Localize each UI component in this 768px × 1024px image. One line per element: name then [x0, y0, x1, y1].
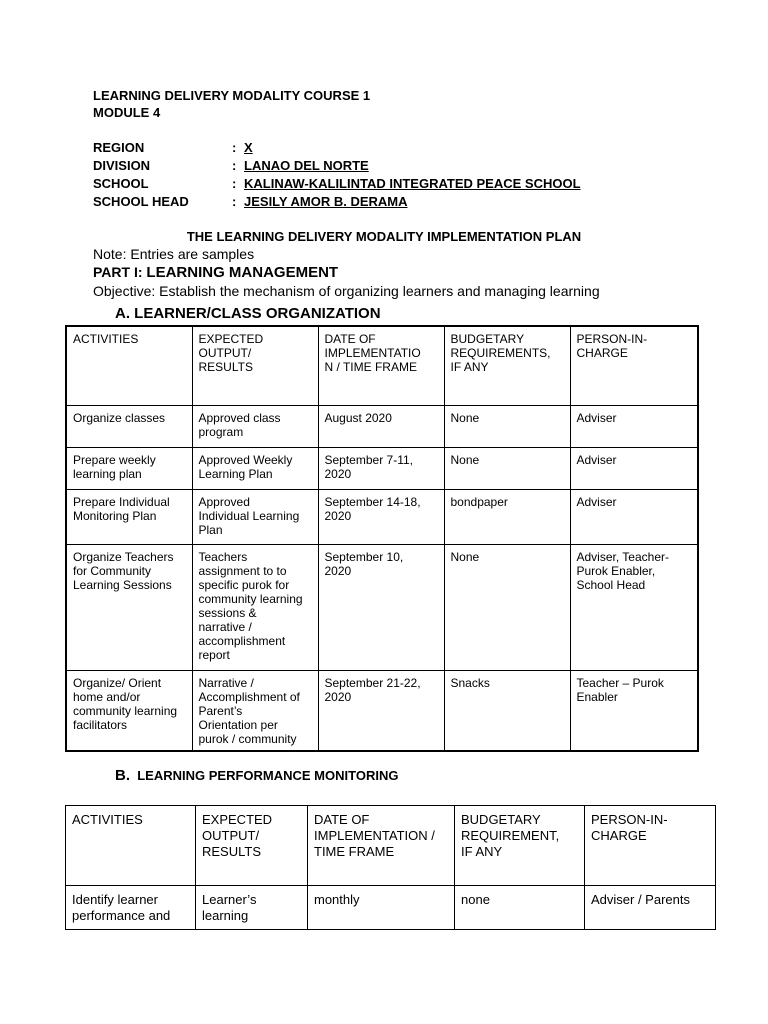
info-value: KALINAW-KALILINTAD INTEGRATED PEACE SCHOOL	[244, 176, 581, 191]
table-cell	[570, 489, 698, 544]
cell-line: None	[450, 410, 480, 425]
table-cell	[444, 489, 570, 544]
table-row	[66, 447, 698, 489]
cell-line: DATE OF	[314, 812, 370, 827]
cell-line: Individual Learning	[198, 508, 300, 523]
table-header-cell	[308, 806, 455, 886]
cell-line: monthly	[314, 892, 360, 907]
module-title: MODULE 4	[93, 105, 161, 120]
info-label: SCHOOL HEAD	[93, 194, 189, 209]
cell-line: Prepare weekly	[73, 452, 156, 467]
cell-line: Organize/ Orient	[73, 675, 162, 690]
cell-line: accomplishment	[198, 633, 286, 648]
cell-line: bondpaper	[450, 494, 508, 509]
cell-line: assignment to to	[198, 563, 287, 578]
cell-line: OUTPUT/	[202, 828, 260, 843]
table-cell	[66, 886, 196, 930]
info-colon: :	[232, 140, 237, 155]
cell-line: Parent’s	[198, 703, 243, 718]
cell-line: 2020	[324, 689, 352, 704]
cell-line: Organize classes	[73, 410, 166, 425]
table-cell	[196, 886, 308, 930]
cell-line: 2020	[324, 466, 352, 481]
table-cell	[308, 886, 455, 930]
course-title: LEARNING DELIVERY MODALITY COURSE 1	[93, 88, 371, 103]
cell-line: September 7-11,	[324, 452, 413, 467]
cell-line: OUTPUT/	[198, 346, 252, 360]
cell-line: ACTIVITIES	[73, 332, 139, 346]
table-cell	[444, 405, 570, 447]
cell-line: specific purok for	[198, 577, 290, 592]
cell-line: N / TIME FRAME	[324, 360, 417, 374]
cell-line: none	[461, 892, 490, 907]
cell-line: Adviser / Parents	[591, 892, 690, 907]
table-cell	[66, 489, 192, 544]
cell-line: Adviser	[576, 494, 617, 509]
cell-line: Accomplishment of	[198, 689, 300, 704]
table-cell	[66, 670, 192, 751]
section-b-letter: B.	[115, 767, 130, 784]
cell-line: Adviser, Teacher-	[576, 549, 669, 564]
cell-line: BUDGETARY	[461, 812, 541, 827]
cell-line: DATE OF	[324, 332, 376, 346]
table-cell	[192, 544, 318, 670]
cell-line: report	[198, 647, 230, 662]
performance-monitoring-table	[65, 805, 716, 930]
cell-line: REQUIREMENTS,	[450, 346, 551, 360]
section-b-label: LEARNING PERFORMANCE MONITORING	[137, 768, 399, 783]
info-colon: :	[232, 194, 237, 209]
cell-line: Narrative /	[198, 675, 254, 690]
table-cell	[66, 405, 192, 447]
cell-line: 2020	[324, 508, 352, 523]
table-cell	[318, 447, 444, 489]
table-cell	[192, 447, 318, 489]
cell-line: Purok Enabler,	[576, 563, 656, 578]
table-cell	[570, 544, 698, 670]
info-colon: :	[232, 158, 237, 173]
table-row	[66, 544, 698, 670]
cell-line: learning plan	[73, 466, 142, 481]
section-b-title	[115, 767, 398, 784]
cell-line: sessions &	[198, 605, 257, 620]
cell-line: Approved class	[198, 410, 281, 425]
cell-line: BUDGETARY	[450, 332, 525, 346]
table-header-cell	[444, 326, 570, 405]
cell-line: 2020	[324, 563, 352, 578]
plan-title: THE LEARNING DELIVERY MODALITY IMPLEMENTATION PLAN	[186, 229, 582, 244]
cell-line: Enabler	[576, 689, 618, 704]
table-header-row	[66, 326, 698, 405]
table-cell	[192, 670, 318, 751]
table-cell	[318, 670, 444, 751]
cell-line: Orientation per	[198, 717, 278, 732]
cell-line: Approved	[198, 494, 250, 509]
note-text: Note: Entries are samples	[93, 246, 255, 262]
table-cell	[318, 544, 444, 670]
cell-line: PERSON-IN-	[576, 332, 648, 346]
cell-line: CHARGE	[576, 346, 628, 360]
objective-text: Objective: Establish the mechanism of organizing learners and managing learning	[93, 283, 600, 299]
table-cell	[570, 670, 698, 751]
table-cell	[585, 886, 716, 930]
info-value: LANAO DEL NORTE	[244, 158, 369, 173]
cell-line: Learning Sessions	[73, 577, 172, 592]
cell-line: Teachers	[198, 549, 248, 564]
info-label: REGION	[93, 140, 145, 155]
table-header-row	[66, 806, 716, 886]
table-row	[66, 886, 716, 930]
cell-line: Snacks	[450, 675, 490, 690]
cell-line: PERSON-IN-	[591, 812, 668, 827]
cell-line: REQUIREMENT,	[461, 828, 560, 843]
cell-line: RESULTS	[202, 844, 261, 859]
cell-line: for Community	[73, 563, 152, 578]
cell-line: community learning	[73, 703, 178, 718]
cell-line: September 14-18,	[324, 494, 421, 509]
cell-line: August 2020	[324, 410, 392, 425]
cell-line: EXPECTED	[198, 332, 264, 346]
table-header-cell	[196, 806, 308, 886]
cell-line: Monitoring Plan	[73, 508, 157, 523]
cell-line: RESULTS	[198, 360, 253, 374]
table-cell	[66, 447, 192, 489]
cell-line: narrative /	[198, 619, 252, 634]
cell-line: purok / community	[198, 731, 297, 746]
cell-line: IF ANY	[450, 360, 489, 374]
cell-line: None	[450, 452, 480, 467]
table-header-cell	[585, 806, 716, 886]
table-cell	[570, 447, 698, 489]
table-cell	[192, 489, 318, 544]
cell-line: program	[198, 424, 244, 439]
table-cell	[455, 886, 585, 930]
cell-line: Organize Teachers	[73, 549, 174, 564]
part-title: LEARNING MANAGEMENT	[146, 264, 339, 281]
cell-line: None	[450, 549, 480, 564]
table-header-cell	[570, 326, 698, 405]
table-cell	[318, 405, 444, 447]
table-cell	[66, 544, 192, 670]
part-heading	[93, 264, 338, 281]
table-row	[66, 489, 698, 544]
cell-line: Prepare Individual	[73, 494, 170, 509]
cell-line: Learning Plan	[198, 466, 273, 481]
table-header-cell	[192, 326, 318, 405]
info-label: DIVISION	[93, 158, 151, 173]
cell-line: ACTIVITIES	[72, 812, 143, 827]
cell-line: Teacher – Purok	[576, 675, 664, 690]
cell-line: IMPLEMENTATION /	[314, 828, 435, 843]
table-cell	[444, 670, 570, 751]
table-cell	[192, 405, 318, 447]
table-cell	[444, 544, 570, 670]
table-row	[66, 405, 698, 447]
cell-line: performance and	[72, 908, 171, 923]
cell-line: facilitators	[73, 717, 128, 732]
cell-line: TIME FRAME	[314, 844, 395, 859]
info-value: X	[244, 140, 253, 155]
cell-line: learning	[202, 908, 249, 923]
table-row	[66, 670, 698, 751]
cell-line: CHARGE	[591, 828, 647, 843]
table-header-cell	[66, 806, 196, 886]
info-value: JESILY AMOR B. DERAMA	[244, 194, 408, 209]
cell-line: IF ANY	[461, 844, 503, 859]
cell-line: EXPECTED	[202, 812, 273, 827]
cell-line: IMPLEMENTATIO	[324, 346, 421, 360]
table-header-cell	[318, 326, 444, 405]
cell-line: Learner’s	[202, 892, 257, 907]
learner-organization-table	[65, 325, 699, 752]
table-cell	[444, 447, 570, 489]
section-a-title: A. LEARNER/CLASS ORGANIZATION	[115, 305, 381, 322]
cell-line: Adviser	[576, 452, 617, 467]
part-prefix: PART I:	[93, 264, 147, 280]
cell-line: Plan	[198, 522, 223, 537]
table-cell	[570, 405, 698, 447]
cell-line: Adviser	[576, 410, 617, 425]
table-header-cell	[455, 806, 585, 886]
cell-line: School Head	[576, 577, 646, 592]
cell-line: September 10,	[324, 549, 404, 564]
table-header-cell	[66, 326, 192, 405]
cell-line: Identify learner	[72, 892, 158, 907]
cell-line: September 21-22,	[324, 675, 421, 690]
cell-line: community learning	[198, 591, 303, 606]
info-colon: :	[232, 176, 237, 191]
cell-line: Approved Weekly	[198, 452, 293, 467]
info-label: SCHOOL	[93, 176, 149, 191]
table-cell	[318, 489, 444, 544]
cell-line: home and/or	[73, 689, 141, 704]
